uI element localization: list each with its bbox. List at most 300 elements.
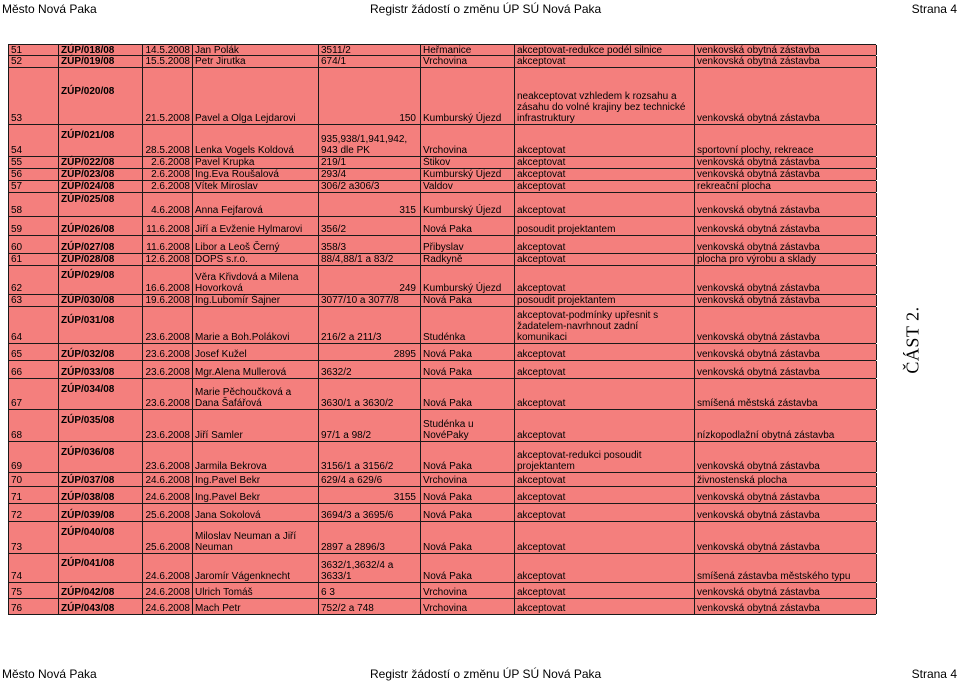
column-divider — [8, 169, 9, 180]
cell-parcel: 3632/1,3632/4 a 3633/1 — [321, 560, 394, 582]
column-divider — [192, 344, 193, 360]
column-divider — [142, 157, 143, 168]
cell-name: Věra Křivdová a Milena Hovorková — [195, 272, 299, 294]
column-divider — [514, 236, 515, 253]
cell-result: akceptovat-podmínky upřesnit s žadatelem-navrhnout zadní komunikaci — [517, 310, 659, 343]
cell-parcel: 306/2 a306/3 — [321, 181, 380, 192]
column-divider — [192, 554, 193, 582]
cell-no: 74 — [11, 571, 23, 582]
cell-no: 75 — [11, 587, 23, 598]
cell-date: 16.6.2008 — [145, 283, 190, 294]
cell-id: ZÚP/041/08 — [61, 558, 115, 569]
cell-name: Anna Fejfarová — [195, 205, 263, 216]
cell-parcel: 3156/1 a 3156/2 — [321, 461, 394, 472]
table-row — [8, 307, 876, 344]
cell-result: akceptovat — [517, 157, 566, 168]
column-divider — [142, 442, 143, 472]
cell-no: 72 — [11, 510, 23, 521]
column-divider — [318, 68, 319, 124]
column-divider — [318, 266, 319, 294]
cell-area: Kumburský Újezd — [423, 205, 502, 216]
column-divider — [694, 193, 695, 216]
cell-date: 2.6.2008 — [151, 157, 190, 168]
column-divider — [8, 379, 9, 409]
table-row — [8, 56, 876, 68]
column-divider — [8, 361, 9, 378]
column-divider — [142, 217, 143, 235]
column-divider — [192, 254, 193, 265]
table-row — [8, 217, 876, 236]
column-divider — [694, 169, 695, 180]
cell-no: 69 — [11, 461, 23, 472]
column-divider — [318, 504, 319, 521]
cell-name: Marie Pěchoučková a Dana Šafářová — [195, 387, 292, 409]
column-divider — [420, 361, 421, 378]
column-divider — [420, 599, 421, 614]
cell-date: 23.6.2008 — [145, 430, 190, 441]
cell-use: plocha pro výrobu a sklady — [697, 254, 816, 265]
cell-name: Jaromír Vágenknecht — [195, 571, 291, 582]
cell-area: Vrchovina — [423, 145, 468, 156]
column-divider — [694, 410, 695, 441]
column-divider — [192, 410, 193, 441]
cell-no: 70 — [11, 475, 23, 486]
cell-parcel: 219/1 — [321, 157, 347, 168]
cell-id: ZÚP/035/08 — [61, 415, 115, 426]
column-divider — [876, 125, 877, 156]
cell-id: ZÚP/027/08 — [61, 242, 115, 253]
column-divider — [142, 125, 143, 156]
cell-area: Nová Paka — [423, 224, 472, 235]
column-divider — [694, 295, 695, 306]
cell-no: 71 — [11, 492, 23, 503]
cell-parcel: 3694/3 a 3695/6 — [321, 510, 394, 521]
cell-date: 23.6.2008 — [145, 398, 190, 409]
column-divider — [694, 379, 695, 409]
cell-date: 23.6.2008 — [145, 367, 190, 378]
cell-parcel: 358/3 — [321, 242, 347, 253]
cell-parcel: 752/2 a 748 — [321, 603, 374, 614]
cell-result: akceptovat — [517, 571, 566, 582]
footer-page-number: Strana 4 — [911, 667, 957, 681]
column-divider — [420, 554, 421, 582]
column-divider — [694, 473, 695, 486]
cell-name: Miloslav Neuman a Jiří Neuman — [195, 531, 297, 553]
column-divider — [8, 307, 9, 343]
column-divider — [876, 181, 877, 192]
cell-parcel: 2897 a 2896/3 — [321, 542, 385, 553]
column-divider — [192, 45, 193, 55]
column-divider — [514, 504, 515, 521]
cell-name: Ing.Pavel Bekr — [195, 492, 261, 503]
cell-id: ZÚP/037/08 — [61, 475, 115, 486]
cell-parcel: 216/2 a 211/3 — [321, 332, 382, 343]
column-divider — [420, 504, 421, 521]
cell-no: 61 — [11, 254, 23, 265]
column-divider — [58, 125, 59, 156]
footer-organization: Město Nová Paka — [2, 667, 97, 681]
cell-date: 24.6.2008 — [145, 571, 190, 582]
column-divider — [694, 522, 695, 553]
column-divider — [8, 599, 9, 614]
cell-use: venkovská obytná zástavba — [697, 461, 820, 472]
column-divider — [318, 125, 319, 156]
cell-date: 24.6.2008 — [145, 492, 190, 503]
cell-result: akceptovat — [517, 510, 566, 521]
cell-result: akceptovat — [517, 367, 566, 378]
cell-use: venkovská obytná zástavba — [697, 510, 820, 521]
column-divider — [318, 217, 319, 235]
table-row — [8, 157, 876, 169]
column-divider — [192, 379, 193, 409]
table-row — [8, 473, 876, 487]
column-divider — [58, 599, 59, 614]
column-divider — [876, 487, 877, 503]
cell-id: ZÚP/030/08 — [61, 295, 115, 306]
cell-use: venkovská obytná zástavba — [697, 224, 820, 235]
column-divider — [8, 45, 9, 55]
cell-date: 23.6.2008 — [145, 332, 190, 343]
cell-name: DOPS s.r.o. — [195, 254, 248, 265]
table-row — [8, 410, 876, 442]
cell-name: Jarmila Bekrova — [195, 461, 267, 472]
column-divider — [8, 125, 9, 156]
column-divider — [876, 254, 877, 265]
column-divider — [58, 45, 59, 55]
cell-name: Marie a Boh.Polákovi — [195, 332, 290, 343]
cell-name: Pavel Krupka — [195, 157, 255, 168]
cell-date: 24.6.2008 — [145, 475, 190, 486]
column-divider — [58, 410, 59, 441]
column-divider — [876, 266, 877, 294]
column-divider — [514, 344, 515, 360]
cell-use: venkovská obytná zástavba — [697, 492, 820, 503]
column-divider — [694, 442, 695, 472]
column-divider — [514, 442, 515, 472]
column-divider — [58, 473, 59, 486]
column-divider — [58, 442, 59, 472]
cell-date: 25.6.2008 — [145, 542, 190, 553]
cell-result: akceptovat — [517, 169, 566, 180]
column-divider — [58, 307, 59, 343]
column-divider — [876, 169, 877, 180]
cell-id: ZÚP/031/08 — [61, 315, 115, 326]
column-divider — [58, 217, 59, 235]
cell-area: Nová Paka — [423, 492, 472, 503]
column-divider — [876, 193, 877, 216]
cell-result: posoudit projektantem — [517, 224, 616, 235]
table-row — [8, 583, 876, 599]
cell-no: 56 — [11, 169, 23, 180]
cell-use: venkovská obytná zástavba — [697, 113, 820, 124]
column-divider — [420, 181, 421, 192]
cell-result: akceptovat — [517, 492, 566, 503]
column-divider — [876, 379, 877, 409]
cell-result: akceptovat — [517, 475, 566, 486]
cell-parcel: 150 — [399, 113, 416, 124]
cell-area: Nová Paka — [423, 367, 472, 378]
cell-date: 12.6.2008 — [145, 254, 190, 265]
column-divider — [694, 554, 695, 582]
column-divider — [58, 583, 59, 598]
column-divider — [318, 344, 319, 360]
cell-area: Valdov — [423, 181, 453, 192]
cell-parcel: 2895 — [393, 349, 416, 360]
column-divider — [318, 181, 319, 192]
cell-use: venkovská obytná zástavba — [697, 45, 820, 56]
cell-result: neakceptovat vzhledem k rozsahu a zásahu do volné krajiny bez technické infrastruktury — [517, 91, 686, 124]
cell-result: akceptovat — [517, 398, 566, 409]
column-divider — [514, 125, 515, 156]
cell-area: Nová Paka — [423, 510, 472, 521]
cell-date: 24.6.2008 — [145, 603, 190, 614]
column-divider — [142, 266, 143, 294]
cell-no: 73 — [11, 542, 23, 553]
page-footer — [0, 666, 960, 682]
cell-parcel: 6 3 — [321, 587, 335, 598]
cell-no: 54 — [11, 145, 23, 156]
cell-date: 24.6.2008 — [145, 587, 190, 598]
table-row — [8, 599, 876, 615]
cell-use: venkovská obytná zástavba — [697, 349, 820, 360]
cell-no: 57 — [11, 181, 23, 192]
column-divider — [420, 344, 421, 360]
column-divider — [142, 68, 143, 124]
column-divider — [318, 522, 319, 553]
cell-use: smíšená zástavba městského typu — [697, 571, 851, 582]
cell-use: venkovská obytná zástavba — [697, 205, 820, 216]
cell-use: venkovská obytná zástavba — [697, 242, 820, 253]
cell-date: 28.5.2008 — [145, 145, 190, 156]
registry-table — [8, 44, 876, 615]
column-divider — [694, 254, 695, 265]
cell-use: venkovská obytná zástavba — [697, 283, 820, 294]
column-divider — [876, 361, 877, 378]
cell-id: ZÚP/018/08 — [61, 45, 115, 56]
column-divider — [420, 254, 421, 265]
column-divider — [420, 68, 421, 124]
column-divider — [318, 254, 319, 265]
column-divider — [514, 554, 515, 582]
cell-date: 21.5.2008 — [145, 113, 190, 124]
cell-no: 60 — [11, 242, 23, 253]
column-divider — [8, 442, 9, 472]
column-divider — [8, 554, 9, 582]
cell-parcel: 3511/2 — [321, 45, 351, 56]
column-divider — [8, 583, 9, 598]
table-row — [8, 193, 876, 217]
cell-no: 59 — [11, 224, 23, 235]
cell-parcel: 3155 — [393, 492, 416, 503]
column-divider — [192, 307, 193, 343]
cell-area: Vrchovina — [423, 475, 468, 486]
column-divider — [694, 504, 695, 521]
cell-id: ZÚP/036/08 — [61, 447, 115, 458]
column-divider — [318, 473, 319, 486]
column-divider — [876, 344, 877, 360]
column-divider — [58, 181, 59, 192]
column-divider — [514, 487, 515, 503]
column-divider — [876, 157, 877, 168]
column-divider — [420, 473, 421, 486]
cell-result: akceptovat — [517, 283, 566, 294]
cell-no: 76 — [11, 603, 23, 614]
cell-use: venkovská obytná zástavba — [697, 367, 820, 378]
column-divider — [420, 157, 421, 168]
cell-no: 52 — [11, 56, 23, 67]
column-divider — [514, 266, 515, 294]
cell-parcel: 315 — [399, 205, 416, 216]
cell-result: akceptovat — [517, 145, 566, 156]
table-row — [8, 169, 876, 181]
cell-area: Studénka u NovéPaky — [423, 419, 474, 441]
cell-area: Nová Paka — [423, 349, 472, 360]
cell-use: venkovská obytná zástavba — [697, 603, 820, 614]
table-row — [8, 236, 876, 254]
cell-name: Lenka Vogels Koldová — [195, 145, 294, 156]
cell-result: akceptovat — [517, 56, 566, 67]
cell-result: akceptovat — [517, 242, 566, 253]
column-divider — [142, 254, 143, 265]
cell-area: Nová Paka — [423, 461, 472, 472]
column-divider — [142, 344, 143, 360]
cell-parcel: 356/2 — [321, 224, 347, 235]
column-divider — [876, 522, 877, 553]
cell-use: živnostenská plocha — [697, 475, 788, 486]
column-divider — [876, 554, 877, 582]
cell-use: venkovská obytná zástavba — [697, 157, 820, 168]
column-divider — [876, 504, 877, 521]
column-divider — [514, 295, 515, 306]
column-divider — [420, 45, 421, 55]
column-divider — [58, 344, 59, 360]
column-divider — [8, 473, 9, 486]
table-row — [8, 554, 876, 583]
column-divider — [420, 442, 421, 472]
cell-parcel: 3630/1 a 3630/2 — [321, 398, 394, 409]
cell-use: venkovská obytná zástavba — [697, 295, 820, 306]
column-divider — [514, 181, 515, 192]
cell-id: ZÚP/038/08 — [61, 492, 115, 503]
column-divider — [192, 599, 193, 614]
column-divider — [876, 56, 877, 67]
column-divider — [514, 68, 515, 124]
cell-parcel: 3077/10 a 3077/8 — [321, 295, 399, 306]
column-divider — [694, 361, 695, 378]
cell-name: Petr Jirutka — [195, 56, 246, 67]
table-row — [8, 266, 876, 295]
column-divider — [420, 236, 421, 253]
header-title: Registr žádostí o změnu ÚP SÚ Nová Paka — [370, 2, 602, 16]
cell-name: Ulrich Tomáš — [195, 587, 253, 598]
cell-id: ZÚP/024/08 — [61, 181, 115, 192]
cell-name: Josef Kužel — [195, 349, 247, 360]
cell-use: venkovská obytná zástavba — [697, 542, 820, 553]
column-divider — [514, 217, 515, 235]
column-divider — [694, 307, 695, 343]
column-divider — [420, 522, 421, 553]
column-divider — [318, 599, 319, 614]
column-divider — [514, 522, 515, 553]
column-divider — [514, 307, 515, 343]
cell-no: 63 — [11, 295, 23, 306]
cell-area: Kumburský Újezd — [423, 283, 502, 294]
column-divider — [8, 254, 9, 265]
table-row — [8, 181, 876, 193]
column-divider — [192, 504, 193, 521]
column-divider — [142, 361, 143, 378]
table-row — [8, 68, 876, 125]
column-divider — [142, 554, 143, 582]
column-divider — [876, 583, 877, 598]
column-divider — [694, 583, 695, 598]
column-divider — [420, 266, 421, 294]
cell-area: Nová Paka — [423, 571, 472, 582]
cell-area: Nová Paka — [423, 295, 472, 306]
column-divider — [318, 487, 319, 503]
header-page-number: Strana 4 — [911, 2, 957, 16]
column-divider — [142, 473, 143, 486]
column-divider — [142, 522, 143, 553]
cell-result: akceptovat — [517, 430, 566, 441]
cell-parcel: 935,938/1,941,942, 943 dle PK — [321, 134, 408, 156]
page-header — [0, 1, 960, 17]
cell-name: Jiří Samler — [195, 430, 243, 441]
column-divider — [876, 307, 877, 343]
cell-no: 66 — [11, 367, 23, 378]
cell-name: Ing.Lubomír Šajner — [195, 295, 281, 306]
cell-no: 65 — [11, 349, 23, 360]
column-divider — [514, 361, 515, 378]
column-divider — [876, 217, 877, 235]
cell-area: Nová Paka — [423, 542, 472, 553]
cell-area: Radkyně — [423, 254, 463, 265]
table-row — [8, 295, 876, 307]
column-divider — [876, 68, 877, 124]
cell-id: ZÚP/033/08 — [61, 367, 115, 378]
cell-date: 23.6.2008 — [145, 461, 190, 472]
column-divider — [876, 410, 877, 441]
column-divider — [694, 599, 695, 614]
column-divider — [142, 236, 143, 253]
column-divider — [58, 522, 59, 553]
column-divider — [318, 361, 319, 378]
cell-date: 11.6.2008 — [146, 224, 190, 235]
column-divider — [8, 522, 9, 553]
cell-id: ZÚP/028/08 — [61, 254, 115, 265]
cell-parcel: 3632/2 — [321, 367, 352, 378]
column-divider — [514, 599, 515, 614]
column-divider — [420, 56, 421, 67]
cell-name: Libor a Leoš Černý — [195, 242, 280, 253]
cell-no: 53 — [11, 113, 23, 124]
column-divider — [192, 442, 193, 472]
column-divider — [192, 583, 193, 598]
column-divider — [694, 266, 695, 294]
cell-parcel: 293/4 — [321, 169, 347, 180]
column-divider — [318, 157, 319, 168]
column-divider — [142, 410, 143, 441]
cell-area: Heřmanice — [423, 45, 472, 56]
column-divider — [694, 236, 695, 253]
cell-name: Jiří a Evženie Hylmarovi — [195, 224, 303, 235]
column-divider — [8, 68, 9, 124]
cell-area: Nová Paka — [423, 398, 472, 409]
column-divider — [8, 56, 9, 67]
cell-result: akceptovat — [517, 254, 566, 265]
table-row — [8, 254, 876, 266]
cell-no: 67 — [11, 398, 23, 409]
